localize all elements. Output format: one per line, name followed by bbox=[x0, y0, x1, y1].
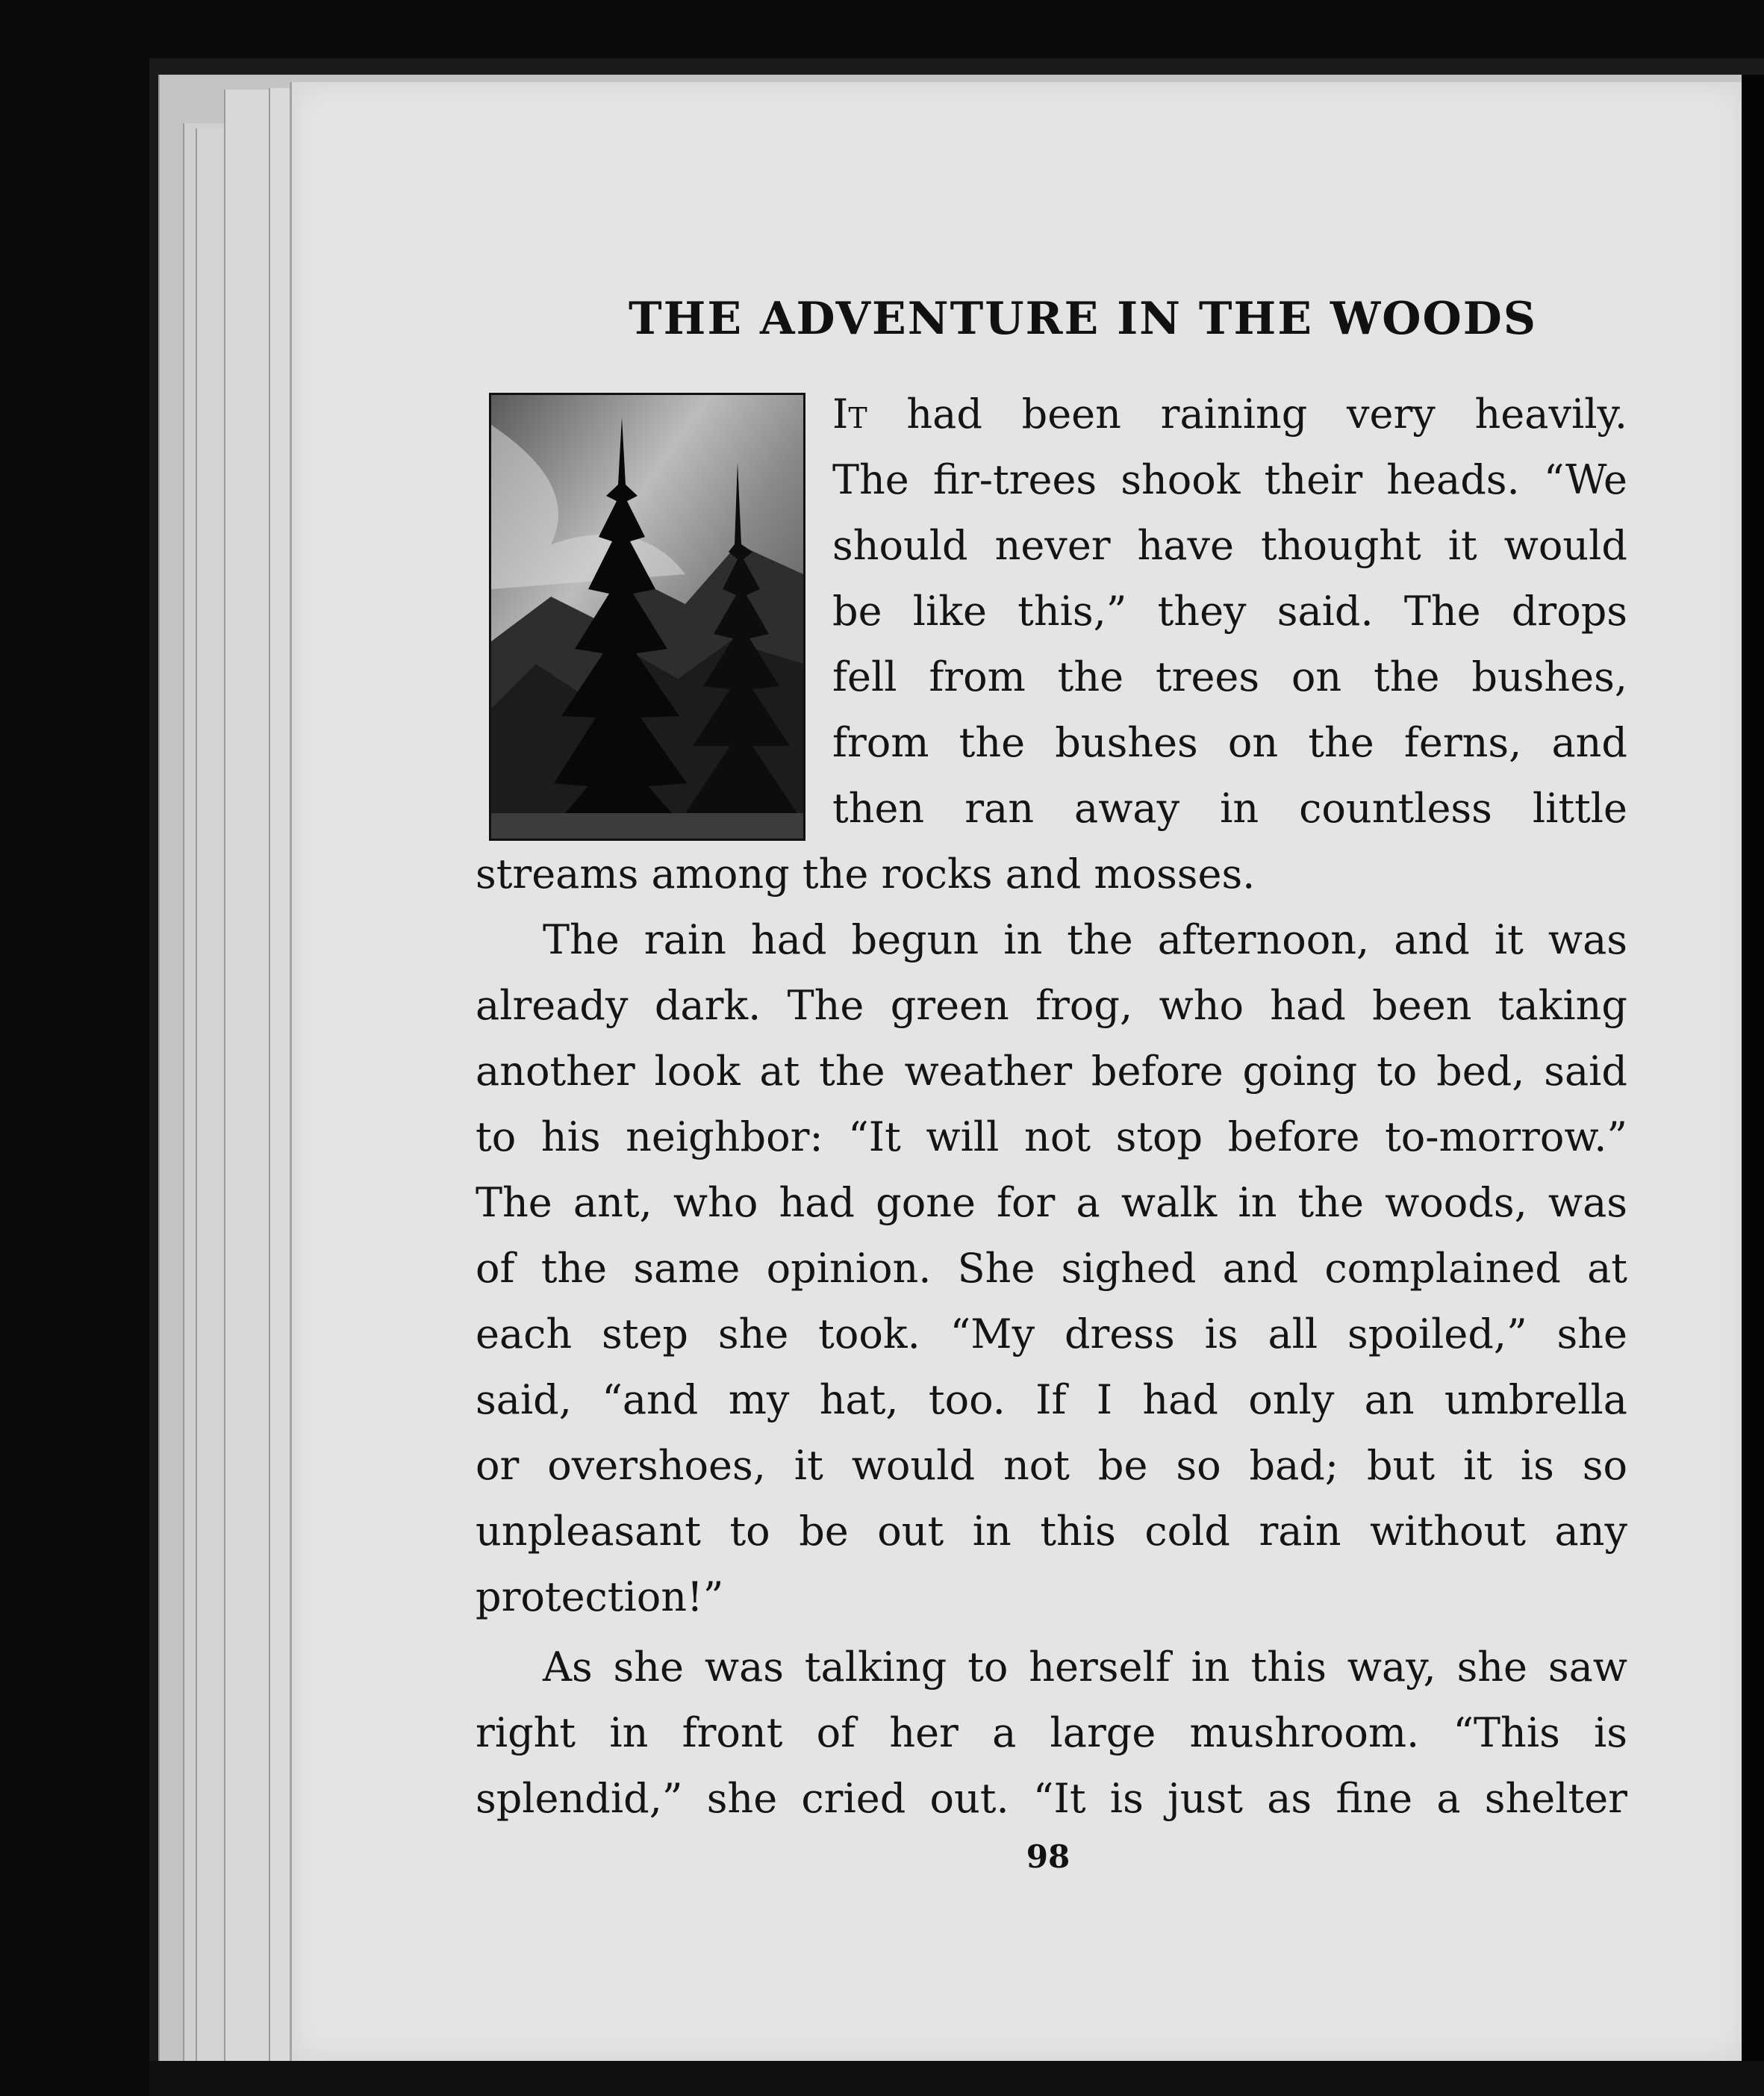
text-line: right in front of her a large mushroom. “This is bbox=[476, 1709, 1627, 1756]
text-line: The rain had begun in the afternoon, and it was bbox=[543, 916, 1627, 963]
text-line: or overshoes, it would not be so bad; but it is so bbox=[476, 1442, 1627, 1489]
page-number: 98 bbox=[1026, 1838, 1070, 1875]
text-line: It had been raining very heavily. bbox=[832, 391, 1627, 438]
text-line: from the bushes on the ferns, and bbox=[832, 719, 1627, 766]
scan-border bbox=[149, 2061, 1764, 2096]
text-line: The fir-trees shook their heads. “We bbox=[832, 456, 1627, 503]
text-line: to his neighbor: “It will not stop before to-morrow.” bbox=[476, 1113, 1627, 1160]
drop-cap-word: It bbox=[832, 391, 867, 438]
scan-border bbox=[1742, 75, 1764, 2096]
text-line: protection!” bbox=[476, 1573, 724, 1620]
text-line: As she was talking to herself in this way, she saw bbox=[543, 1643, 1627, 1691]
text-line: should never have thought it would bbox=[832, 522, 1627, 569]
text-line: already dark. The green frog, who had been taking bbox=[476, 982, 1627, 1029]
text-line: another look at the weather before going to bed, said bbox=[476, 1048, 1627, 1095]
text-line: splendid,” she cried out. “It is just as fine a shelter bbox=[476, 1775, 1627, 1822]
text-line: The ant, who had gone for a walk in the woods, was bbox=[476, 1179, 1627, 1226]
text-line: streams among the rocks and mosses. bbox=[476, 850, 1256, 898]
text-line: of the same opinion. She sighed and complained at bbox=[476, 1245, 1627, 1292]
text-line: be like this,” they said. The drops bbox=[832, 588, 1627, 635]
text-line: then ran away in countless little bbox=[832, 785, 1627, 832]
text-line: fell from the trees on the bushes, bbox=[832, 653, 1627, 700]
fir-tree-illustration bbox=[489, 393, 805, 841]
chapter-title: THE ADVENTURE IN THE WOODS bbox=[629, 293, 1538, 345]
text-line: unpleasant to be out in this cold rain without any bbox=[476, 1508, 1627, 1555]
text-line: each step she took. “My dress is all spoiled,” she bbox=[476, 1310, 1627, 1358]
text-line: said, “and my hat, too. If I had only an umbrella bbox=[476, 1376, 1627, 1423]
